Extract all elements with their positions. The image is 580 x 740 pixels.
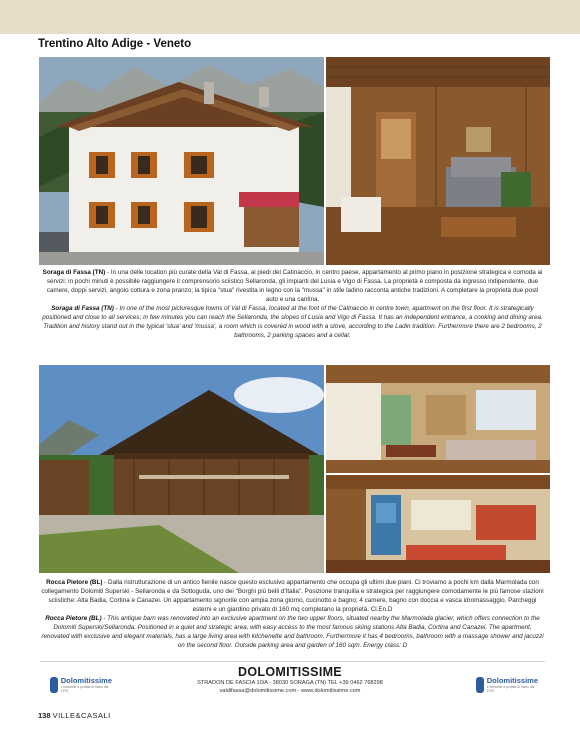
listing-1-text-it: Soraga di Fassa (TN) - In una delle location più curate della Val di Fassa, ai piedi del Catinaccio, in centro paese, appartamento al primo piano in posizione strategica e comoda ai servizi: in pochi minuti è possibile raggiungere il comprensorio sciistico Sellaronda, gli impianti del Lusia e Vigo di Fassa. La proprietà è composta da ingresso indipendente, due camere, doppi servizi, angolo cottura e zona pranzo; la tipica "stua" rivestita in legno con la "mussa" in stile ladino racconta antiche tradizioni. A completare la proprietà due posti auto e una cantina. <box>42 269 543 303</box>
kitchen-photo <box>326 475 550 573</box>
footer-divider <box>40 661 545 662</box>
magazine-name: VILLE&CASALI <box>52 711 111 720</box>
listing-2-caption <box>40 578 545 650</box>
listing-2-location-en: Rocca Pietore (BL) <box>45 615 102 622</box>
agency-block <box>150 665 430 695</box>
stua-interior-photo <box>326 57 550 265</box>
page-number: 138 <box>38 711 51 720</box>
agency-contacts[interactable]: valdifassa@dolomitissime.com - www.dolomitissime.com <box>219 688 361 694</box>
house-exterior-photo <box>39 57 324 265</box>
region-title: Trentino Alto Adige - Veneto <box>38 38 192 50</box>
barn-exterior-photo <box>39 365 324 573</box>
agency-logo-mark-icon <box>50 677 58 693</box>
listing-1-location-it: Soraga di Fassa (TN) <box>42 269 106 276</box>
agency-name: DOLOMITISSIME <box>238 665 342 679</box>
agency-logo-mark-icon <box>476 677 484 693</box>
listing-1-caption <box>40 268 545 340</box>
listing-2-location-it: Rocca Pietore (BL) <box>46 579 103 586</box>
listing-1-location-en: Soraga di Fassa (TN) <box>51 305 114 312</box>
page-footer <box>38 711 111 720</box>
header-band <box>0 0 580 34</box>
agency-address: STRADON DE FASCIA 10/A - 38030 SORAGA (TN) TEL +39 0462 768298 <box>197 680 383 686</box>
agency-logo-right: Dolomitissime L'immobile a portata di mano dal 1975 <box>476 672 538 698</box>
agency-logo-left: Dolomitissime L'immobile a portata di mano dal 1975 <box>50 672 112 698</box>
listing-2-text-it: Rocca Pietore (BL) - Dalla ristrutturazione di un antico fienile nasce questo esclusivo appartamento che occupa gli ultimi due piani. Ci troviamo a pochi km dalla Marmolada con collegamento Dolomiti Superski - Sellaronda e da Sottoguda, uno dei "Borghi più belli d'Italia". Posizione tranquilla e strategica per raggiungere comodamente le più famose stazioni sciistiche: Alta Badia, Cortina e Canazei. Un appartamento signorile con ampia zona giorno, cucinotto e bagno; 4 camere, bagno con doccia e vasca idromassaggio. Parcheggi esterni e un giardino privato di 160 mq completano la proprietà. Cl.En.D <box>41 579 544 613</box>
living-room-photo <box>326 365 550 473</box>
listing-1-text-en: Soraga di Fassa (TN) - In one of the most picturesque towns of Val di Fassa, located at the foot of the Catinaccio in centre town, apartment on the first floor. It is strategically positioned and close to all services; in few minutes you can reach the Sellaronda, the slopes of Lusia and Vigo di Fassa. It has an independent entrance, a cooking and dining area. Tradition and history stand out in the typical 'stua' and 'mussa', a room which is covered in wood with a stove, according to the Ladin tradition. Furthermore there are 2 bedrooms, 2 bathrooms, 2 parking spaces and a cellar. <box>42 305 543 339</box>
listing-2-text-en: Rocca Pietore (BL) - This antique barn was renovated into an exclusive apartment on the two upper floors, situated nearby the Marmolada glacier, which offers connection to the Dolomiti Superski/Sellaronda. Positioned in a quiet and strategic area, with easy access to the most famous skiing stations Alta Badia, Cortina and Canazei. The apartment, renovated with exclusive and elegant materials, has a large living area with kitchenette and bathroom. Furthermore it has 4 bedrooms, bathroom with a massage shower and jacuzzi on the second floor. Outside parking area and garden of 160 sqm. Energy class: D <box>41 615 544 649</box>
